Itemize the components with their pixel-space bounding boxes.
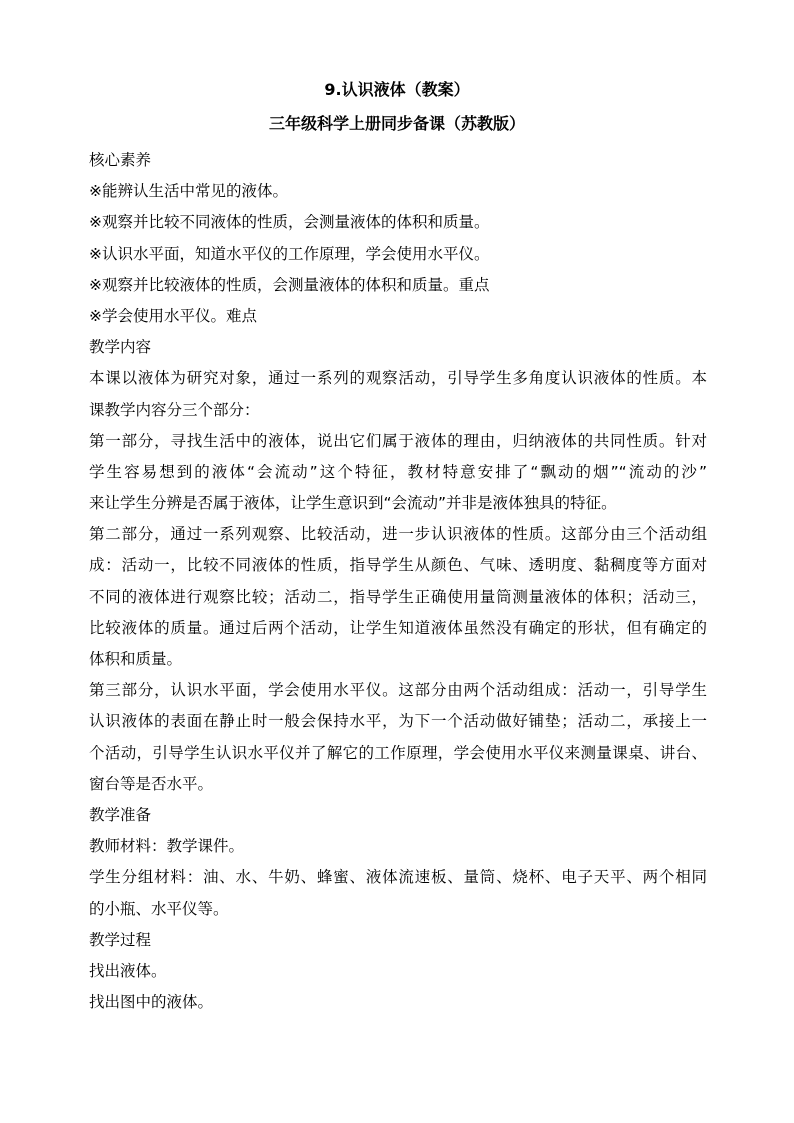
objective-item: ※观察并比较不同液体的性质，会测量液体的体积和质量。 [89, 213, 490, 232]
paragraph-line: 本课以液体为研究对象，通过一系列的观察活动，引导学生多角度认识液体的性质。本 [89, 369, 707, 388]
document-title: 9.认识液体（教案） [324, 80, 470, 99]
paragraph-line: 体积和质量。 [89, 650, 183, 668]
paragraph-line: 不同的液体进行观察比较；活动二，指导学生正确使用量筒测量液体的体积；活动三， [89, 587, 707, 606]
paragraph-line: 个活动，引导学生认识水平仪并了解它的工作原理，学会使用水平仪来测量课桌、讲台、 [89, 743, 707, 762]
paragraph-line: 比较液体的质量。通过后两个活动，让学生知道液体虽然没有确定的形状，但有确定的 [89, 618, 707, 637]
document-body [89, 145, 707, 1018]
section-heading-teaching-process: 教学过程 [89, 930, 152, 949]
paragraph-line: 第一部分，寻找生活中的液体，说出它们属于液体的理由，归纳液体的共同性质。针对 [89, 431, 707, 450]
paragraph-line: 窗台等是否水平。 [89, 774, 214, 793]
paragraph-line: 第二部分，通过一系列观察、比较活动，进一步认识液体的性质。这部分由三个活动组 [89, 525, 707, 544]
section-heading-teaching-preparation: 教学准备 [89, 805, 152, 824]
paragraph-line: 学生容易想到的液体“会流动”这个特征，教材特意安排了“飘动的烟”“流动的沙” [89, 462, 707, 481]
objective-item: ※能辨认生活中常见的液体。 [89, 182, 288, 201]
section-heading-teaching-content: 教学内容 [89, 338, 152, 357]
paragraph-line: 第三部分，认识水平面，学会使用水平仪。这部分由两个活动组成：活动一，引导学生 [89, 681, 707, 700]
objective-item-key-point: ※观察并比较液体的性质，会测量液体的体积和质量。重点 [89, 275, 490, 294]
paragraph-line: 成：活动一，比较不同液体的性质，指导学生从颜色、气味、透明度、黏稠度等方面对 [89, 556, 707, 575]
document-subtitle: 三年级科学上册同步备课（苏教版） [268, 114, 525, 133]
paragraph-line: 找出液体。 [89, 961, 167, 980]
paragraph-line: 来让学生分辨是否属于液体，让学生意识到“会流动”并非是液体独具的特征。 [89, 494, 617, 513]
paragraph-line: 认识液体的表面在静止时一般会保持水平，为下一个活动做好铺垫；活动二，承接上一 [89, 712, 707, 731]
objective-item: ※认识水平面，知道水平仪的工作原理，学会使用水平仪。 [89, 244, 490, 263]
paragraph-line: 学生分组材料：油、水、牛奶、蜂蜜、液体流速板、量筒、烧杯、电子天平、两个相同 [89, 868, 707, 887]
paragraph-line: 教师材料：教学课件。 [89, 837, 245, 856]
paragraph-line: 课教学内容分三个部分： [89, 400, 260, 419]
objective-item-difficulty: ※学会使用水平仪。难点 [89, 306, 257, 325]
section-heading-core-literacy: 核心素养 [89, 151, 152, 169]
paragraph-line: 找出图中的液体。 [89, 993, 214, 1012]
paragraph-line: 的小瓶、水平仪等。 [89, 899, 229, 918]
